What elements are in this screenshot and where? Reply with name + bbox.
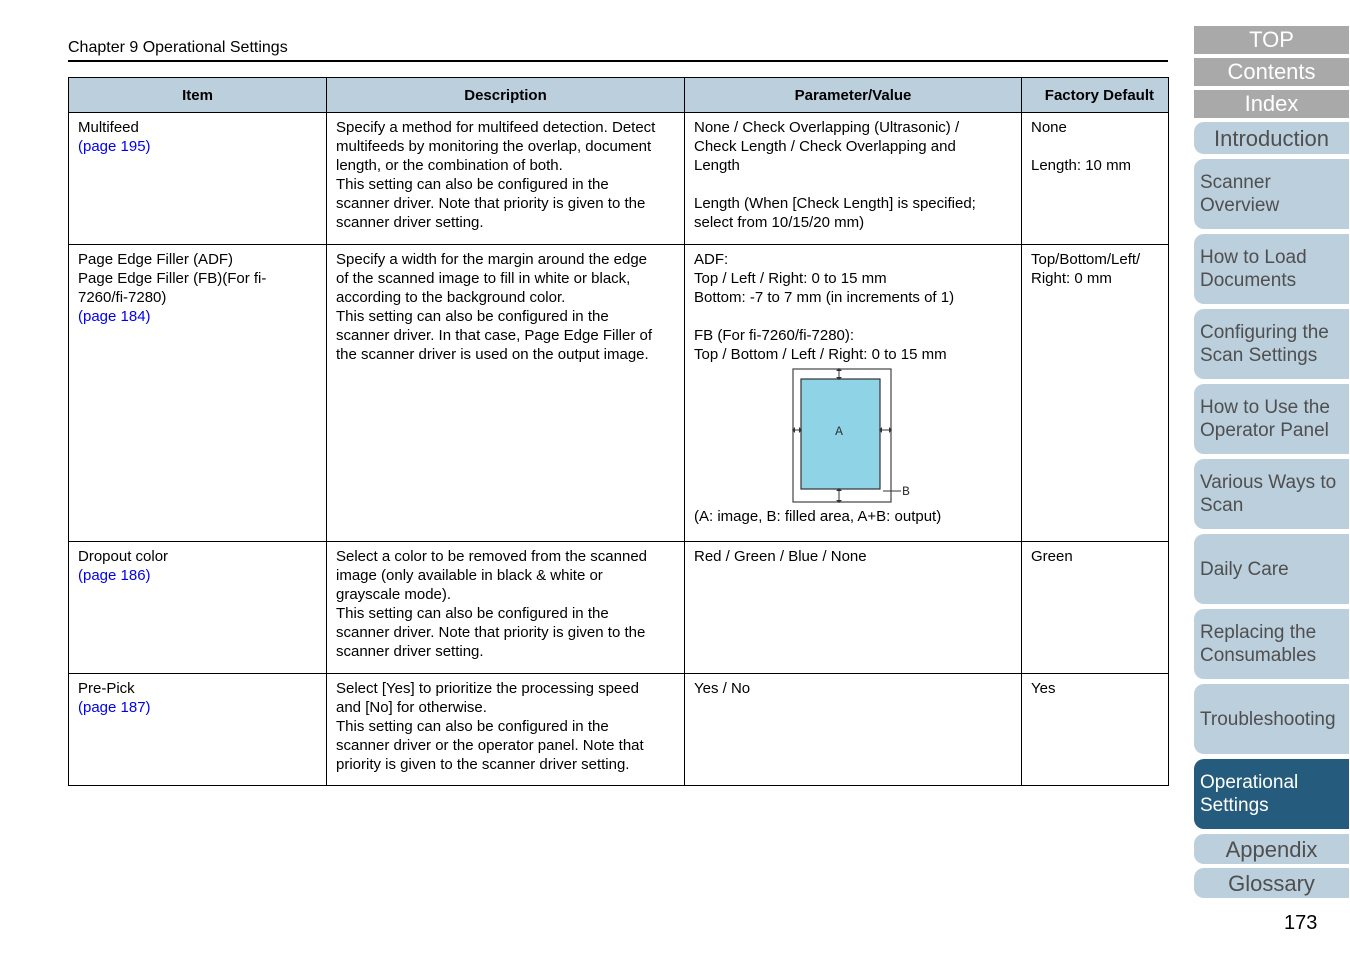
description-line: the scanner driver is used on the output image.: [336, 346, 649, 363]
nav-tab-label: Consumables: [1200, 645, 1317, 666]
description-line: scanner driver setting.: [336, 214, 484, 231]
default-cell: [1022, 674, 1169, 786]
default-line: Top/Bottom/Left/: [1031, 251, 1141, 268]
parameter-line: Length (When [Check Length] is specified;: [694, 195, 976, 212]
nav-tab-label: Operational: [1200, 772, 1299, 793]
nav-tab-label: Various Ways to: [1200, 472, 1337, 493]
parameter-line: Top / Bottom / Left / Right: 0 to 15 mm: [694, 346, 947, 363]
page-link[interactable]: (page 186): [78, 567, 151, 584]
table-row: [69, 542, 1169, 674]
nav-tab-label: Scanner: [1200, 172, 1271, 193]
default-cell: [1022, 113, 1169, 245]
nav-tab-label: Operator Panel: [1200, 420, 1329, 441]
nav-tab-label: Troubleshooting: [1200, 708, 1336, 730]
parameter-cell: [685, 113, 1022, 245]
item-name: Page Edge Filler (FB)(For fi-: [78, 270, 267, 287]
parameter-cell: [685, 542, 1022, 674]
description-cell: [327, 542, 685, 674]
description-line: scanner driver. In that case, Page Edge Filler of: [336, 327, 653, 344]
parameter-line: select from 10/15/20 mm): [694, 214, 865, 231]
nav-tab-how-to-load-documents[interactable]: [1194, 234, 1349, 304]
default-cell: [1022, 542, 1169, 674]
header-divider: [68, 60, 1168, 62]
nav-tab-operational-settings[interactable]: [1194, 759, 1349, 829]
edge-filler-diagram-svg: [789, 367, 919, 507]
parameter-line: Bottom: -7 to 7 mm (in increments of 1): [694, 289, 955, 306]
description-line: scanner driver or the operator panel. Note that: [336, 737, 644, 754]
description-line: scanner driver. Note that priority is given to the: [336, 624, 646, 641]
description-line: according to the background color.: [336, 289, 566, 306]
nav-tab-scanner-overview[interactable]: [1194, 159, 1349, 229]
diagram-caption: (A: image, B: filled area, A+B: output): [694, 508, 942, 525]
page-number: 173: [1284, 912, 1318, 934]
item-name: Page Edge Filler (ADF): [78, 251, 234, 268]
nav-tab-label: Overview: [1200, 195, 1280, 216]
parameter-line: Yes / No: [694, 680, 751, 697]
description-cell: [327, 674, 685, 786]
nav-tab-label: Introduction: [1214, 125, 1329, 151]
item-name: 7260/fi-7280): [78, 289, 167, 306]
default-line: None: [1031, 119, 1067, 136]
description-line: Specify a width for the margin around the edge: [336, 251, 648, 268]
description-line: scanner driver. Note that priority is given to the: [336, 195, 646, 212]
parameter-cell: [685, 674, 1022, 786]
item-name: Pre-Pick: [78, 680, 135, 697]
item-cell: [69, 245, 327, 542]
description-line: Select a color to be removed from the scanned: [336, 548, 648, 565]
parameter-line: Top / Left / Right: 0 to 15 mm: [694, 270, 887, 287]
description-line: multifeeds by monitoring the overlap, document: [336, 138, 652, 155]
settings-table: [68, 77, 1169, 786]
item-cell: [69, 542, 327, 674]
nav-top-button[interactable]: TOP: [1194, 26, 1349, 54]
parameter-line: Red / Green / Blue / None: [694, 548, 867, 565]
edge-filler-diagram: [789, 367, 919, 507]
nav-tab-label: Configuring the: [1200, 322, 1329, 343]
nav-tab-label: Settings: [1200, 795, 1269, 816]
nav-tab-label: Appendix: [1225, 836, 1318, 862]
description-line: priority is given to the scanner driver setting.: [336, 756, 630, 773]
item-cell: [69, 674, 327, 786]
nav-tab-label: Scan Settings: [1200, 345, 1318, 366]
parameter-line: Check Length / Check Overlapping and: [694, 138, 956, 155]
line-gap: [694, 307, 1012, 326]
default-cell: [1022, 245, 1169, 542]
table-header-row: [69, 78, 1169, 113]
page-link[interactable]: (page 187): [78, 699, 151, 716]
description-line: This setting can also be configured in the: [336, 176, 609, 193]
line-gap: [694, 175, 1012, 194]
default-line: Right: 0 mm: [1031, 270, 1112, 287]
column-header-item: Item: [69, 78, 327, 113]
nav-tab-label: Documents: [1200, 270, 1297, 291]
parameter-line: ADF:: [694, 251, 729, 268]
nav-tab-operator-panel[interactable]: [1194, 384, 1349, 454]
nav-tab-glossary[interactable]: [1194, 868, 1349, 898]
description-line: and [No] for otherwise.: [336, 699, 487, 716]
description-line: image (only available in black & white or: [336, 567, 603, 584]
parameter-line: FB (For fi-7260/fi-7280):: [694, 327, 855, 344]
image-label: A: [835, 424, 843, 439]
page-link[interactable]: (page 195): [78, 138, 151, 155]
chapter-title: Chapter 9 Operational Settings: [68, 39, 288, 56]
nav-tab-label: How to Load: [1200, 247, 1307, 268]
column-header-default: Factory Default: [1022, 78, 1169, 113]
table-row: [69, 245, 1169, 542]
column-header-parameter: Parameter/Value: [685, 78, 1022, 113]
nav-tab-label: Replacing the: [1200, 622, 1317, 643]
nav-tab-label: Daily Care: [1200, 558, 1289, 580]
nav-contents-button[interactable]: Contents: [1194, 58, 1349, 86]
description-line: grayscale mode).: [336, 586, 452, 603]
filled-area-label: B: [902, 484, 910, 499]
nav-tab-label: Glossary: [1228, 870, 1315, 896]
parameter-line: Length: [694, 157, 740, 174]
parameter-line: None / Check Overlapping (Ultrasonic) /: [694, 119, 960, 136]
nav-tab-label: Scan: [1200, 495, 1244, 516]
item-cell: [69, 113, 327, 245]
nav-tab-introduction[interactable]: [1194, 122, 1349, 154]
nav-tab-various-ways-to-scan[interactable]: [1194, 459, 1349, 529]
nav-tab-troubleshooting[interactable]: [1194, 684, 1349, 754]
description-line: scanner driver setting.: [336, 643, 484, 660]
description-line: This setting can also be configured in the: [336, 605, 609, 622]
column-header-description: Description: [327, 78, 685, 113]
nav-tab-label: How to Use the: [1200, 397, 1330, 418]
nav-tab-appendix[interactable]: [1194, 834, 1349, 864]
table-row: [69, 113, 1169, 245]
nav-index-button[interactable]: Index: [1194, 90, 1349, 118]
nav-tab-configuring-scan-settings[interactable]: [1194, 309, 1349, 379]
nav-tab-daily-care[interactable]: [1194, 534, 1349, 604]
nav-tab-replacing-consumables[interactable]: [1194, 609, 1349, 679]
line-gap: [1031, 137, 1159, 156]
default-line: Green: [1031, 548, 1073, 565]
description-line: This setting can also be configured in the: [336, 718, 609, 735]
description-line: length, or the combination of both.: [336, 157, 563, 174]
description-cell: [327, 113, 685, 245]
item-name: Dropout color: [78, 548, 169, 565]
description-line: Specify a method for multifeed detection. Detect: [336, 119, 656, 136]
default-line: Yes: [1031, 680, 1056, 697]
description-cell: [327, 245, 685, 542]
description-line: of the scanned image to fill in white or black,: [336, 270, 631, 287]
description-line: This setting can also be configured in the: [336, 308, 609, 325]
description-line: Select [Yes] to prioritize the processing speed: [336, 680, 639, 697]
table-row: [69, 674, 1169, 786]
page-link[interactable]: (page 184): [78, 308, 151, 325]
default-line: Length: 10 mm: [1031, 157, 1132, 174]
item-name: Multifeed: [78, 119, 139, 136]
parameter-cell: [685, 245, 1022, 542]
